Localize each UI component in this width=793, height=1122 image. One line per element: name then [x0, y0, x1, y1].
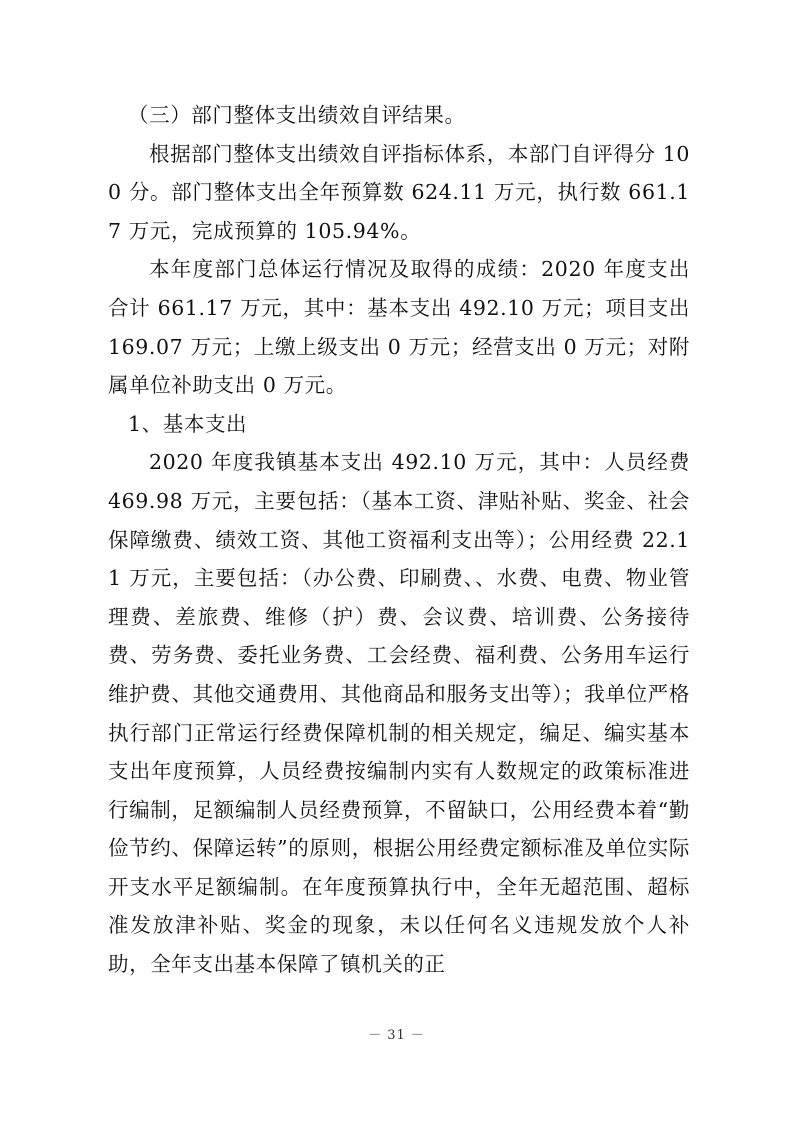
page-number: － 31 － — [368, 1028, 425, 1043]
basic-expenditure-paragraph: 2020 年度我镇基本支出 492.10 万元，其中：人员经费 469.98 万元，主要包括：（基本工资、津贴补贴、奖金、社会保障缴费、绩效工资、其他工资福利支出等）；公用经费 22.11 万元，主要包括：（办公费、印刷费、、水费、电费、物业管理费、差旅费、维修（护）费、会议费、培训费、公务接待费、劳务费、委托业务费、工会经费、福利费、公务用车运行维护费、其他交通费用、其他商品和服务支出等）；我单位严格执行部门正常运行经费保障机制的相关规定，编足、编实基本支出年度预算，人员经费按编制内实有人数规定的政策标准进行编制，足额编制人员经费预算，不留缺口，公用经费本着“勤俭节约、保障运转”的原则，根据公用经费定额标准及单位实际开支水平足额编制。在年度预算执行中，全年无超范围、超标准发放津补贴、奖金的现象，未以任何名义违规发放个人补助，全年支出基本保障了镇机关的正 — [108, 450, 690, 977]
document-body — [108, 96, 690, 984]
section-heading: （三）部门整体支出绩效自评结果。 — [128, 103, 466, 127]
evaluation-summary-paragraph: 根据部门整体支出绩效自评指标体系，本部门自评得分 100 分。部门整体支出全年预算数 624.11 万元，执行数 661.17 万元，完成预算的 105.94%。 — [108, 141, 690, 243]
basic-expenditure-heading: 1、基本支出 — [128, 411, 248, 436]
annual-operation-paragraph: 本年度部门总体运行情况及取得的成绩：2020 年度支出合计 661.17 万元，其中：基本支出 492.10 万元；项目支出 169.07 万元；上缴上级支出 0 万元；经营支出 0 万元；对附属单位补助支出 0 万元。 — [108, 257, 690, 398]
